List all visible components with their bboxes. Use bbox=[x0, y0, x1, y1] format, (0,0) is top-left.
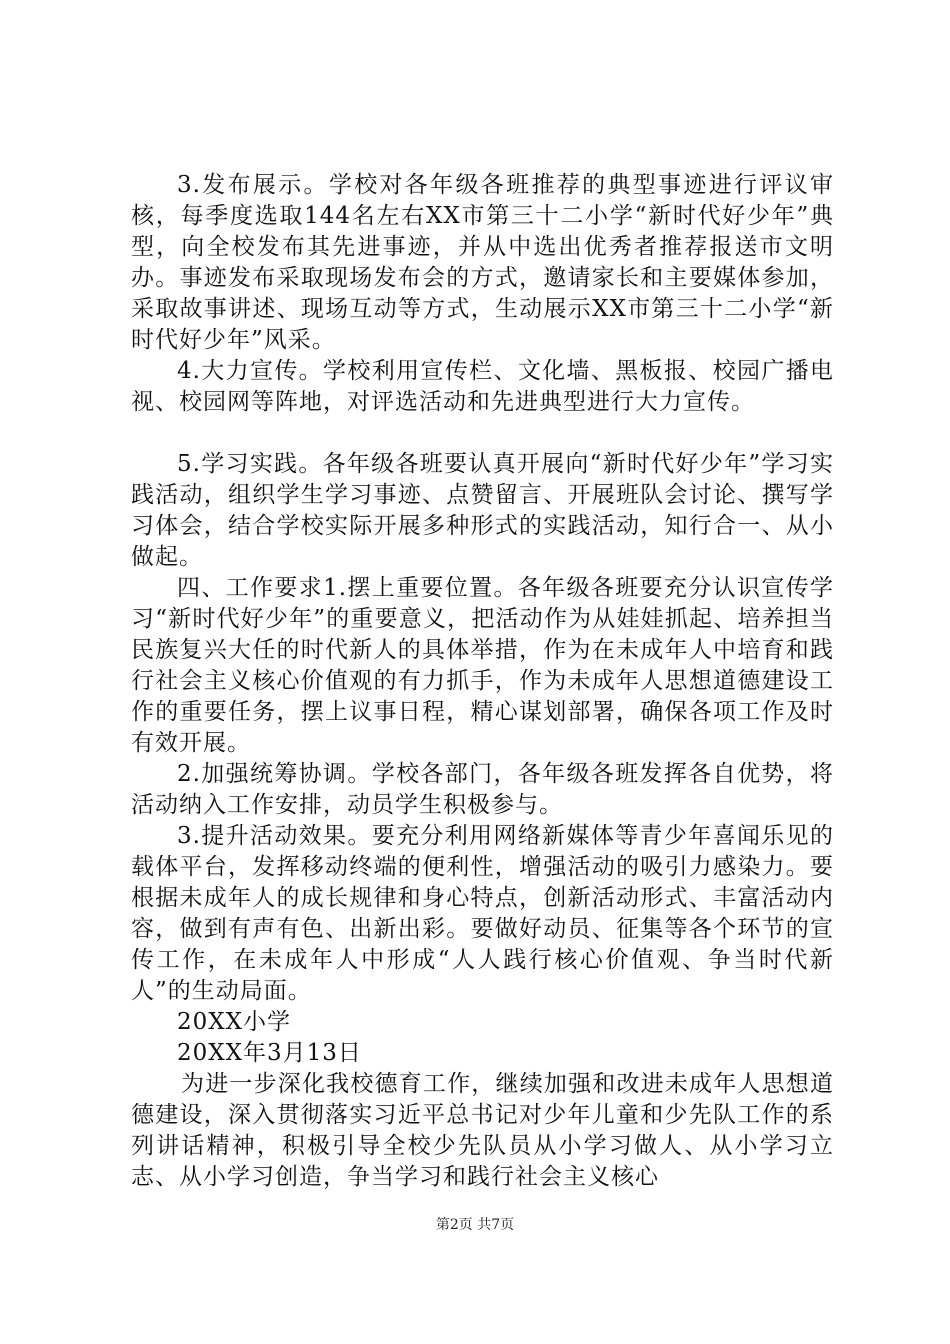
document-body bbox=[131, 170, 834, 1193]
paragraph-publicity: 4.大力宣传。学校利用宣传栏、文化墙、黑板报、校园广播电视、校园网等阵地，对评选活动和先进典型进行大力宣传。 bbox=[131, 358, 834, 415]
paragraph-closing: 为进一步深化我校德育工作，继续加强和改进未成年人思想道德建设，深入贯彻落实习近平总书记对少年儿童和少先队工作的系列讲话精神，积极引导全校少先队员从小学习做人、从小学习立志、从小学习创造，争当学习和践行社会主义核心 bbox=[131, 1071, 834, 1190]
page-number-footer: 第2页 共7页 bbox=[435, 1217, 515, 1233]
signature-date: 20XX年3月13日 bbox=[177, 1040, 362, 1066]
paragraph-learning-practice: 5.学习实践。各年级各班要认真开展向“新时代好少年”学习实践活动，组织学生学习事迹、点赞留言、开展班队会讨论、撰写学习体会，结合学校实际开展多种形式的实践活动，知行合一、从小做起。 bbox=[131, 451, 834, 570]
paragraph-coordination: 2.加强统筹协调。学校各部门，各年级各班发挥各自优势，将活动纳入工作安排，动员学生积极参与。 bbox=[131, 761, 834, 818]
paragraph-work-requirements: 四、工作要求1.摆上重要位置。各年级各班要充分认识宣传学习“新时代好少年”的重要意义，把活动作为从娃娃抓起、培养担当民族复兴大任的时代新人的具体举措，作为在未成年人中培育和践行社会主义核心价值观的有力抓手，作为未成年人思想道德建设工作的重要任务，摆上议事日程，精心谋划部署，确保各项工作及时有效开展。 bbox=[131, 575, 834, 756]
paragraph-activity-effect: 3.提升活动效果。要充分利用网络新媒体等青少年喜闻乐见的载体平台，发挥移动终端的便利性，增强活动的吸引力感染力。要根据未成年人的成长规律和身心特点，创新活动形式、丰富活动内容，做到有声有色、出新出彩。要做好动员、征集等各个环节的宣传工作，在未成年人中形成“人人践行核心价值观、争当时代新人”的生动局面。 bbox=[131, 823, 834, 1004]
paragraph-publish-display: 3.发布展示。学校对各年级各班推荐的典型事迹进行评议审核，每季度选取144名左右XX市第三十二小学“新时代好少年”典型，向全校发布其先进事迹，并从中选出优秀者推荐报送市文明办。事迹发布采取现场发布会的方式，邀请家长和主要媒体参加，采取故事讲述、现场互动等方式，生动展示XX市第三十二小学“新时代好少年”风采。 bbox=[131, 172, 834, 353]
signature-organization: 20XX小学 bbox=[177, 1009, 292, 1035]
